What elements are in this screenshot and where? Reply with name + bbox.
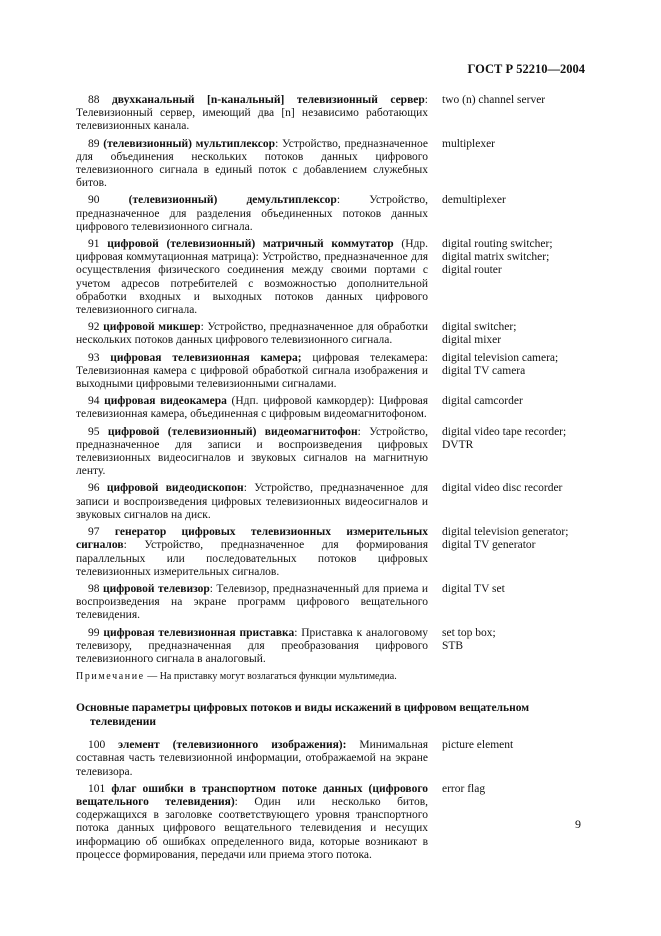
term-entries: [76, 94, 596, 866]
term-english: digital television generator; digital TV generator: [442, 526, 569, 552]
term-title: цифровая телевизионная камера;: [110, 351, 302, 364]
term-english: digital video disc recorder: [442, 482, 563, 495]
term-ru: [76, 526, 428, 579]
term-number: 92: [88, 321, 100, 334]
term-number: 96: [88, 482, 100, 495]
term-definition: : Приставка к аналоговому телевизору, предназначенная для преобразования цифрового телевизионного сигнала в аналоговый.: [76, 626, 429, 665]
term-number: 97: [88, 526, 100, 539]
section-heading-line1: Основные параметры цифровых потоков и виды искажений в цифровом вещательном: [76, 702, 530, 715]
note-text: — На приставку могут возлагаться функции мультимедиа.: [144, 671, 397, 683]
term-number: 98: [88, 582, 100, 595]
term-title: (телевизионный) демультиплексор: [128, 194, 337, 207]
term-ru: [76, 426, 428, 479]
term-title: цифровой микшер: [103, 321, 201, 334]
term-ru: [76, 783, 428, 862]
term-number: 93: [88, 351, 100, 364]
term-ru: [76, 238, 428, 317]
term-english: set top box; STB: [442, 626, 496, 652]
page-number: 9: [575, 817, 581, 831]
term-title: цифровая телевизионная приставка: [103, 626, 295, 639]
term-english: digital camcorder: [442, 395, 523, 408]
term-entry: [76, 627, 596, 667]
term-ru: [76, 94, 428, 134]
term-definition: : Устройство, предназначенное для разделения объединенных потоков данных цифрового телевизионного сигнала.: [76, 194, 428, 233]
term-definition: (Ндр. цифровая коммутационная матрица): Устройство, предназначенное для осуществления физического соединения между своими портами с учетом адресов потребителей с возможностью дополнительной обработки входных и выходных потоков данных цифрового телевизионного сигнала.: [76, 238, 428, 317]
term-title: цифровой телевизор: [102, 582, 210, 595]
term-ru: [76, 395, 428, 421]
term-english: digital switcher; digital mixer: [442, 321, 517, 347]
term-title: цифровой видеодископон: [106, 482, 244, 495]
term-number: 99: [88, 626, 100, 639]
term-definition: : Телевизионный сервер, имеющий два [n] независимо работающих телевизионных канала.: [76, 94, 428, 133]
term-ru: [76, 739, 428, 779]
term-title: элемент (телевизионного изображения):: [118, 739, 347, 752]
term-definition: Минимальная составная часть телевизионной информации, отображаемой на экране телевизора.: [76, 739, 428, 778]
term-number: 89: [88, 137, 100, 150]
term-entry: [76, 138, 596, 191]
section-heading: [76, 701, 546, 729]
term-title: цифровой (телевизионный) матричный коммутатор: [107, 238, 394, 251]
term-title: двухканальный [n-канальный] телевизионный сервер: [111, 94, 425, 106]
term-english: demultiplexer: [442, 194, 506, 207]
term-number: 101: [88, 782, 106, 795]
term-definition: : Устройство, предназначенное для обработки нескольких потоков данных цифрового телевизионного сигнала.: [76, 321, 428, 347]
term-entry: [76, 482, 596, 522]
term-ru: [76, 321, 428, 347]
term-entry: [76, 395, 596, 421]
term-entry: [76, 194, 596, 234]
term-definition: цифровая телекамера: Телевизионная камера с цифровой обработкой сигнала изображения и выходными цифровыми телевизионными сигналами.: [76, 351, 428, 391]
term-ru: [76, 482, 428, 522]
term-english: digital television camera; digital TV camera: [442, 351, 559, 377]
term-title: флаг ошибки в транспортном потоке данных (цифрового вещательного телевидения): [76, 782, 429, 808]
term-title: цифровой (телевизионный) видеомагнитофон: [107, 425, 358, 438]
note: [76, 670, 596, 683]
term-definition: : Устройство, предназначенное для записи и воспроизведения цифровых телевизионных видеосигналов и звуковых сигналов на диск.: [76, 482, 429, 521]
term-definition: : Устройство, предназначенное для формирования параллельных или последовательных потоков цифровых телевизионных измерительных сигналов.: [76, 539, 428, 578]
term-title: цифровая видеокамера: [104, 395, 227, 408]
term-ru: [76, 138, 428, 191]
term-english: multiplexer: [442, 137, 496, 150]
term-ru: [76, 583, 428, 623]
term-entry: [76, 238, 596, 317]
term-entry: [76, 426, 596, 479]
term-number: 100: [88, 739, 106, 752]
term-definition: : Устройство, предназначенное для записи и воспроизведения цифровых телевизионных видеосигналов и звуковых сигналов на магнитную ленту.: [76, 425, 428, 478]
term-entry: [76, 321, 596, 347]
note-label: Примечание: [76, 671, 145, 683]
entries-group-b: [76, 739, 596, 862]
term-english: digital TV set: [442, 582, 505, 595]
term-english: digital routing switcher; digital matrix switcher; digital router: [442, 238, 553, 277]
term-number: 88: [88, 94, 100, 106]
term-english: error flag: [442, 782, 486, 795]
term-number: 90: [88, 194, 100, 207]
term-ru: [76, 194, 428, 234]
entries-group-a: [76, 94, 596, 666]
standard-header: ГОСТ Р 52210—2004: [467, 62, 585, 76]
term-entry: [76, 526, 596, 579]
term-definition: : Устройство, предназначенное для объединения нескольких потоков данных цифрового телевизионного сигнала в единый поток с добавлением служебных битов.: [76, 137, 428, 190]
term-definition: : Телевизор, предназначенный для приема и воспроизведения на экране программ цифрового вещательного телевидения.: [76, 582, 428, 622]
term-english: two (n) channel server: [442, 94, 546, 106]
term-title: генератор цифровых телевизионных измерительных сигналов: [76, 526, 429, 552]
term-title: (телевизионный) мультиплексор: [103, 137, 276, 150]
term-definition: (Ндп. цифровой камкордер): Цифровая телевизионная камера, объединенная с цифровым видеомагнитофоном.: [76, 395, 428, 421]
section-heading-line2: телевидении: [90, 716, 156, 729]
term-english: picture element: [442, 739, 514, 752]
term-number: 95: [88, 425, 100, 438]
term-ru: [76, 627, 428, 667]
term-english: digital video tape recorder; DVTR: [442, 425, 567, 451]
term-entry: [76, 739, 596, 779]
term-definition: : Один или несколько битов, содержащихся в заголовке соответствующего уровня транспортного потока данных цифрового вещательного телевидения и несущих информацию об ошибках определенного вида, которые возникают в процессе формирования, передачи или приема этого потока.: [76, 795, 428, 861]
term-ru: [76, 352, 428, 392]
term-number: 91: [88, 238, 100, 251]
term-entry: [76, 94, 596, 134]
term-entry: [76, 583, 596, 623]
term-number: 94: [88, 395, 100, 408]
term-entry: [76, 783, 596, 862]
term-entry: [76, 352, 596, 392]
